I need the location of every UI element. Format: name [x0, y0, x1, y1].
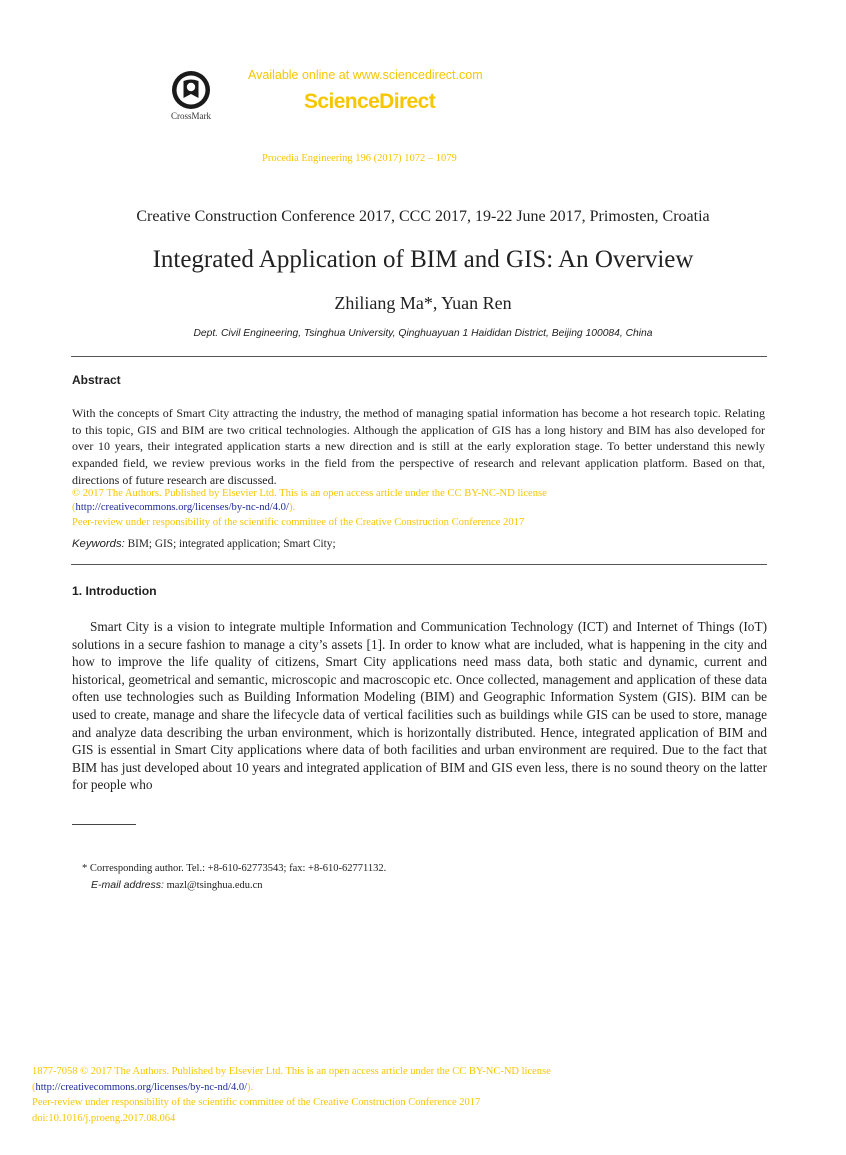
footer-block: [32, 1064, 812, 1126]
footer-peer-review: Peer-review under responsibility of the scientific committee of the Creative Construction Conference 2017: [32, 1097, 481, 1108]
divider-top: [71, 356, 767, 357]
keywords-label: Keywords:: [72, 538, 125, 550]
abstract-license-url-line: [72, 501, 772, 515]
available-online-link[interactable]: Available online at www.sciencedirect.com: [248, 68, 483, 82]
crossmark-label: CrossMark: [171, 111, 211, 121]
conference-line: Creative Construction Conference 2017, CCC 2017, 19-22 June 2017, Primosten, Croatia: [136, 208, 710, 225]
email-label: E-mail address:: [91, 879, 164, 891]
author-affiliation: Dept. Civil Engineering, Tsinghua University, Qinghuayuan 1 Haididan District, Beijing 100084, China: [193, 328, 653, 339]
journal-reference: Procedia Engineering 196 (2017) 1072 – 1079: [262, 153, 457, 164]
crossmark-badge[interactable]: [166, 70, 216, 121]
footer-paren-open: (: [32, 1081, 36, 1093]
sciencedirect-logo: ScienceDirect: [304, 90, 436, 113]
footer-doi[interactable]: doi:10.1016/j.proeng.2017.08.064: [32, 1112, 176, 1124]
corresponding-author-note: * Corresponding author. Tel.: +8-610-62773543; fax: +8-610-62771132.: [82, 863, 387, 874]
abstract-peer-review: Peer-review under responsibility of the scientific committee of the Creative Construction Conference 2017: [72, 516, 525, 528]
email-address[interactable]: mazl@tsinghua.edu.cn: [163, 880, 263, 891]
abstract-heading: Abstract: [72, 373, 121, 387]
footer-paren-close: ).: [247, 1081, 254, 1093]
footer-issn-license: 1877-7058 © 2017 The Authors. Published by Elsevier Ltd. This is an open access article under the CC BY-NC-ND license: [32, 1066, 551, 1077]
footer-license-url-link[interactable]: http://creativecommons.org/licenses/by-nc-nd/4.0/: [35, 1081, 248, 1093]
divider-middle: [71, 564, 767, 565]
abstract-text: With the concepts of Smart City attracting the industry, the method of managing spatial information has become a hot research topic. Relating to this topic, GIS and BIM are two critical technologies. Although the application of GIS has a long history and BIM has also developed for over 10 years, their integrated application starts a new direction and is still at the early exploration stage. To better understand this newly expanded field, we review previous works in the field from the perspective of research and relevant application platform. Based on that, directions of future research are discussed.: [72, 406, 765, 487]
crossmark-icon: [171, 70, 211, 110]
footer-url-line: [32, 1080, 812, 1096]
section-heading-introduction: 1. Introduction: [72, 584, 157, 598]
license-url-link[interactable]: http://creativecommons.org/licenses/by-nc-nd/4.0/: [75, 502, 289, 514]
abstract-license-line: © 2017 The Authors. Published by Elsevier Ltd. This is an open access article under the CC BY-NC-ND license: [72, 488, 547, 499]
email-line: [91, 879, 263, 891]
keywords-list: BIM; GIS; integrated application; Smart City;: [124, 538, 336, 550]
keywords-line: [72, 538, 336, 550]
paren-open: (: [72, 502, 76, 514]
footnote-rule: [72, 824, 136, 825]
introduction-paragraph: Smart City is a vision to integrate multiple Information and Communication Technology (ICT) and Internet of Things (IoT) solutions in a secure fashion to manage a city’s assets [1]. In order to know what are included, what is happening in the city and how to improve the life quality of citizens, Smart City applications need mass data, both static and dynamic, current and historical, geometrical and semantic, microscopic and macroscopic etc. Once collected, management and application of these data often use technologies such as Building Information Modeling (BIM) and Geographic Information System (GIS). BIM can be used to create, manage and share the lifecycle data of vertical facilities such as buildings while GIS can be used to store, manage and analyze data describing the urban environment, which is horizontally distributed. Hence, integrated application of BIM and GIS is essential in Smart City applications where data of both facilities and urban environment are required. Due to the fact that BIM has just developed about 10 years and integrated application of BIM and GIS even less, there is no sound theory on the latter for people who: [72, 619, 767, 793]
paper-title: Integrated Application of BIM and GIS: An Overview: [152, 246, 694, 273]
abstract-license-block: [72, 487, 772, 530]
paper-authors: Zhiliang Ma*, Yuan Ren: [334, 293, 512, 313]
paren-close: ).: [288, 502, 296, 514]
